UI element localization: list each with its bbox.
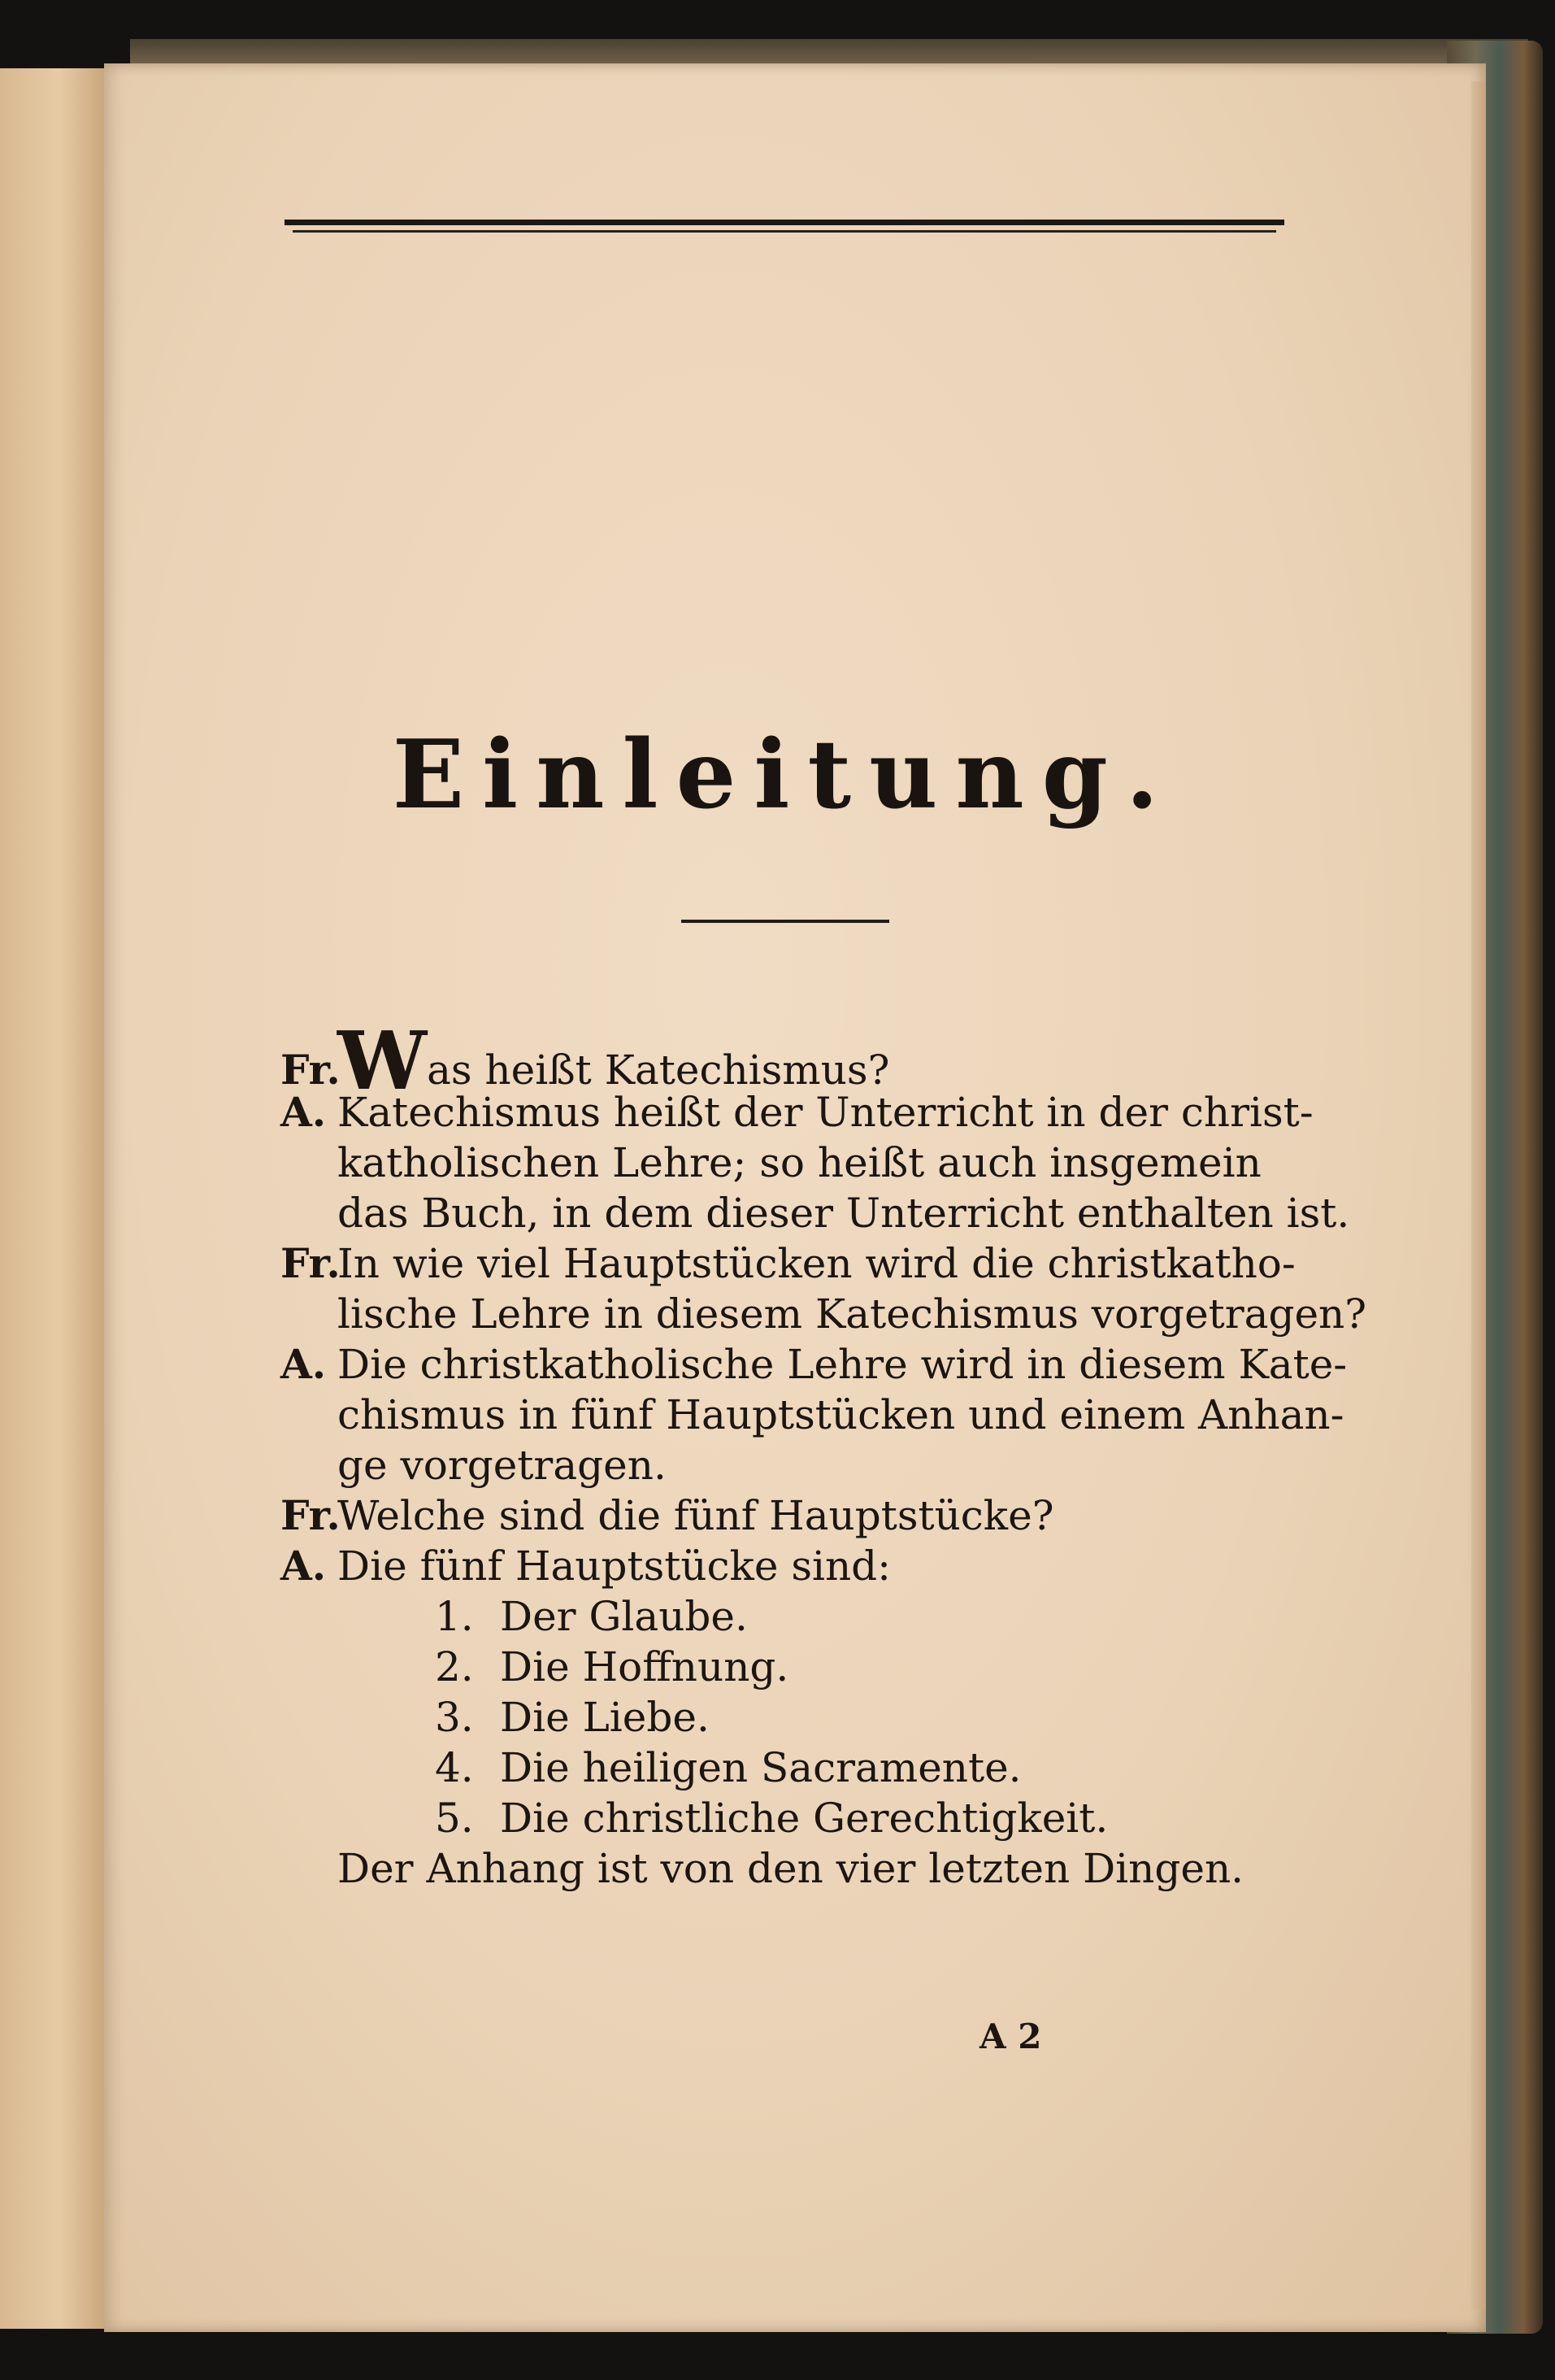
signature-mark: A 2 (979, 2017, 1042, 2056)
answer-line (280, 1390, 1344, 1440)
list-text: Der Glaube. (500, 1593, 748, 1640)
answer-line (280, 1138, 1309, 1188)
list-number: 5. (435, 1795, 474, 1842)
list-text: Die Liebe. (500, 1694, 710, 1741)
text-line: katholischen Lehre; so heißt auch insgemein (337, 1139, 1262, 1186)
text-line: Welche sind die fünf Hauptstücke? (337, 1492, 1054, 1539)
text-line: In wie viel Hauptstücken wird die christkatho- (337, 1240, 1296, 1287)
closing-line (280, 1843, 1309, 1894)
drop-cap: W (337, 1015, 428, 1108)
question-label: Fr. (280, 1239, 341, 1287)
text-line: Die christkatholische Lehre wird in diesem Kate- (337, 1341, 1348, 1388)
list-number: 1. (435, 1593, 474, 1640)
list-item (280, 1642, 1309, 1692)
answer-line (280, 1541, 1309, 1591)
list-number: 2. (435, 1643, 474, 1690)
list-item (280, 1743, 1309, 1793)
question-label: Fr. (280, 1046, 341, 1094)
list-item (280, 1692, 1309, 1743)
answer-label: A. (280, 1340, 327, 1388)
facing-page (0, 68, 110, 2329)
question-line (280, 1015, 1309, 1108)
closing-text: Der Anhang ist von den vier letzten Dingen. (337, 1845, 1244, 1892)
heading-rule (681, 920, 889, 923)
list-item (280, 1793, 1309, 1843)
list-text: Die christliche Gerechtigkeit. (500, 1795, 1109, 1842)
text-line: Die fünf Hauptstücke sind: (337, 1542, 892, 1590)
list-text: Die Hoffnung. (500, 1643, 789, 1690)
answer-line (280, 1188, 1350, 1238)
answer-label: A. (280, 1088, 327, 1136)
text-line: ge vorgetragen. (337, 1442, 667, 1489)
answer-line (280, 1440, 1309, 1490)
answer-line (280, 1339, 1348, 1390)
text-line: chismus in fünf Hauptstücken und einem Anhan- (337, 1391, 1344, 1438)
question-line (280, 1238, 1309, 1289)
page-edge (1471, 81, 1486, 2309)
text-line: das Buch, in dem dieser Unterricht enthalten ist. (337, 1190, 1350, 1237)
list-item (280, 1591, 1309, 1642)
text-line: lische Lehre in diesem Katechismus vorgetragen? (337, 1290, 1367, 1338)
header-rule-thin (293, 230, 1276, 233)
text-line: as heißt Katechismus? (427, 1046, 890, 1094)
header-rule-thick (285, 220, 1284, 225)
question-line (280, 1289, 1367, 1339)
page-heading: Einleitung. (392, 720, 1177, 830)
list-number: 4. (435, 1744, 474, 1791)
list-text: Die heiligen Sacramente. (500, 1744, 1022, 1791)
answer-line (280, 1087, 1314, 1138)
question-line (280, 1490, 1309, 1541)
catechism-text (280, 1015, 1367, 1894)
answer-label: A. (280, 1542, 327, 1590)
list-number: 3. (435, 1694, 474, 1741)
text-line: Katechismus heißt der Unterricht in der christ- (337, 1089, 1314, 1136)
question-label: Fr. (280, 1491, 341, 1539)
